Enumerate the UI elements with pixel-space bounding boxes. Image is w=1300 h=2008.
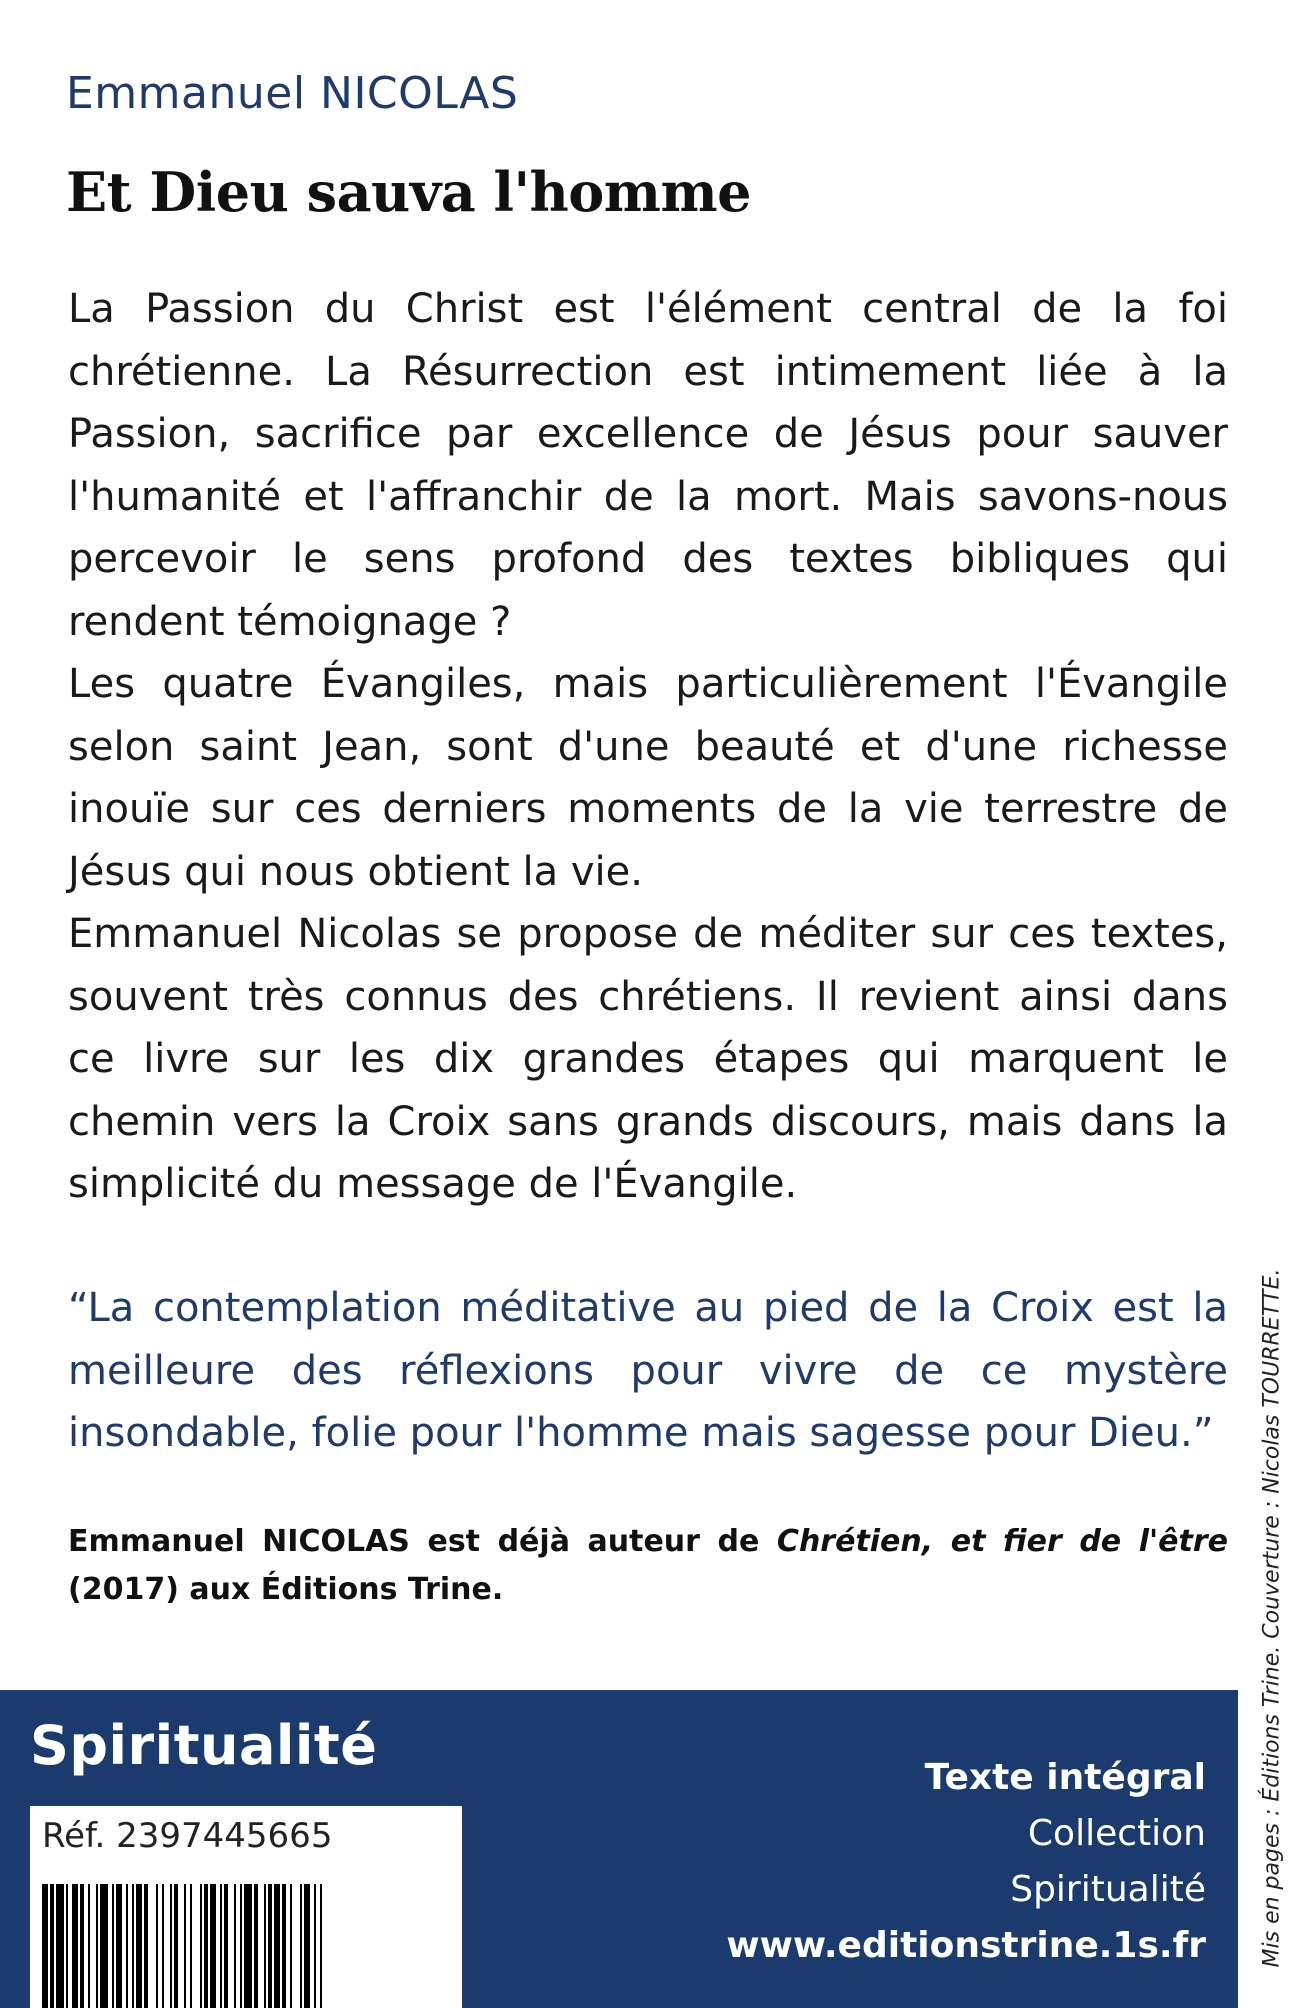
- barcode-bar: [264, 1884, 266, 2008]
- barcode-bar: [220, 1884, 222, 2008]
- author-bio: [68, 1518, 1228, 1614]
- barcode-bar: [268, 1884, 272, 2008]
- pull-quote: “La contemplation méditative au pied de la Croix est la meilleure des réflexions pour vivre de ce mystère insondable, folie pour l'homme mais sagesse pour Dieu.”: [68, 1285, 1228, 1456]
- barcode-bar: [240, 1884, 242, 2008]
- barcode-bar: [88, 1884, 90, 2008]
- barcode-bar: [144, 1884, 148, 2008]
- barcode-bar: [50, 1884, 54, 2008]
- barcode-bar: [116, 1884, 122, 2008]
- barcode-bar: [282, 1884, 286, 2008]
- barcode-bar: [56, 1884, 64, 2008]
- bio-text: Emmanuel NICOLAS est déjà auteur de: [68, 1524, 777, 1559]
- bio-book-title: Chrétien, et fier de l'être: [776, 1524, 1229, 1559]
- barcode-bar: [80, 1884, 84, 2008]
- barcode-bar: [156, 1884, 158, 2008]
- reference-number: Réf. 2397445665: [42, 1816, 333, 1856]
- barcode-bar: [274, 1884, 280, 2008]
- barcode-bar: [132, 1884, 134, 2008]
- bio-text-end: (2017) aux Éditions Trine.: [68, 1572, 504, 1607]
- barcode-bar: [100, 1884, 108, 2008]
- credit-text: Mis en pages : Éditions Trine. Couverture : Nicolas TOURRETTE.: [1259, 1268, 1285, 1968]
- barcode-bar: [112, 1884, 114, 2008]
- barcode-bar: [234, 1884, 236, 2008]
- barcode-bar: [42, 1884, 48, 2008]
- barcode-bar: [244, 1884, 252, 2008]
- edition-info: [726, 1750, 1206, 1974]
- barcode-bar: [290, 1884, 292, 2008]
- barcode-bar: [190, 1884, 192, 2008]
- publisher-website: www.editionstrine.1s.fr: [726, 1925, 1206, 1966]
- barcode-box: [30, 1806, 462, 2008]
- barcode-bar: [184, 1884, 186, 2008]
- barcode-bar: [174, 1884, 178, 2008]
- barcode-bar: [224, 1884, 228, 2008]
- barcode-bar: [304, 1884, 310, 2008]
- barcode-bar: [72, 1884, 78, 2008]
- barcode-bar: [136, 1884, 142, 2008]
- barcode-bar: [204, 1884, 208, 2008]
- integral-text-label: Texte intégral: [924, 1757, 1206, 1798]
- book-title: Et Dieu sauva l'homme: [66, 160, 751, 224]
- blurb-paragraph: Emmanuel Nicolas se propose de méditer sur ces textes, souvent très connus des chrétiens. Il revient ainsi dans ce livre sur les dix grandes étapes qui marquent le chemin vers la Croix sans grands discours, mais dans la simplicité du message de l'Évangile.: [68, 911, 1228, 1207]
- back-cover-blurb: [68, 278, 1228, 1216]
- barcode-bar: [300, 1884, 302, 2008]
- barcode-bar: [162, 1884, 164, 2008]
- barcode: [40, 1884, 452, 2008]
- category-label: Spiritualité: [30, 1714, 378, 1777]
- barcode-bar: [210, 1884, 216, 2008]
- blurb-paragraph: La Passion du Christ est l'élément central de la foi chrétienne. La Résurrection est intimement liée à la Passion, sacrifice par excellence de Jésus pour sauver l'humanité et l'affranchir de la mort. Mais savons-nous percevoir le sens profond des textes bibliques qui rendent témoignage ?: [68, 286, 1228, 645]
- barcode-bar: [96, 1884, 98, 2008]
- collection-label: Collection: [1027, 1813, 1206, 1854]
- collection-name: Spiritualité: [1010, 1869, 1206, 1910]
- barcode-bar: [314, 1884, 316, 2008]
- barcode-bar: [170, 1884, 172, 2008]
- layout-credit: [1248, 1238, 1296, 1998]
- barcode-bar: [254, 1884, 258, 2008]
- barcode-bar: [126, 1884, 128, 2008]
- publisher-band: [0, 1690, 1238, 2008]
- barcode-bar: [200, 1884, 202, 2008]
- barcode-bar: [66, 1884, 68, 2008]
- barcode-bar: [320, 1884, 322, 2008]
- blurb-paragraph: Les quatre Évangiles, mais particulièrement l'Évangile selon saint Jean, sont d'une beauté et d'une richesse inouïe sur ces derniers moments de la vie terrestre de Jésus qui nous obtient la vie.: [68, 661, 1228, 895]
- author-name: Emmanuel NICOLAS: [66, 68, 519, 119]
